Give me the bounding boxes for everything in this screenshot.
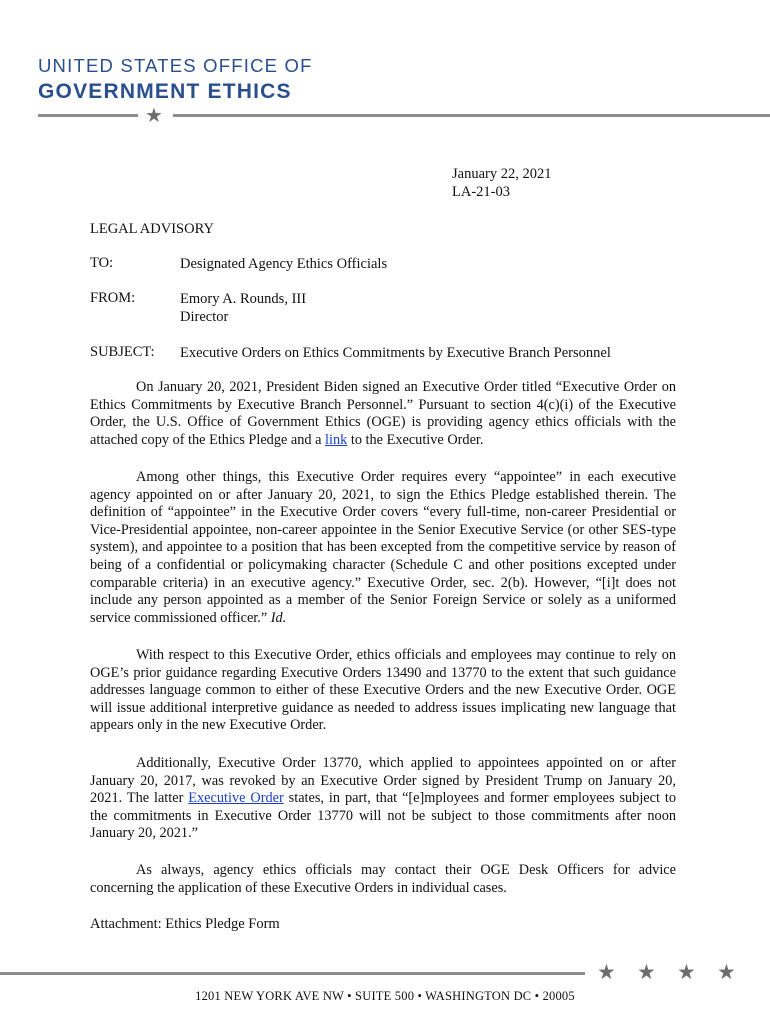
star-icon: ★ [597,960,616,984]
paragraph-1-text: On January 20, 2021, President Biden signed an Executive Order titled “Executive Order on Ethics Commitments by Executive Branch Personnel.” Pursuant to section 4(c)(i) of the Executive Order, the U.S. Office of Government Ethics (OGE) is providing agency ethics officials with the attached copy of the Ethics Pledge and a [90,379,676,448]
attachment-note: Attachment: Ethics Pledge Form [90,916,280,932]
paragraph-3 [90,647,676,735]
paragraph-5-text: As always, agency ethics officials may contact their OGE Desk Officers for advice concerning the application of these Executive Orders in individual cases. [90,862,676,896]
paragraph-2-citation: Id. [270,609,287,626]
paragraph-1-text-end: to the Executive Order. [350,431,484,448]
to-label: TO: [90,255,114,271]
from-title: Director [180,309,229,325]
star-icon: ★ [677,960,696,984]
agency-name-line2: GOVERNMENT ETHICS [38,80,292,103]
header-rule-left [38,114,138,117]
paragraph-2-text: Among other things, this Executive Order requires every “appointee” in each executive agency appointed on or after January 20, 2021, to sign the Ethics Pledge established therein. The definition of “appointee” in the Executive Order covers “every full-time, non-career Presidential or Vice-Presidential appointee, non-career appointee in the Senior Executive Service (or other SES-type system), and appointee to a position that has been excepted from the competitive service by reason of being of a confidential or policymaking character (Schedule C and other positions excepted under comparable criteria) in an executive agency.” Executive Order, sec. 2(b). However, “[i]t does not include any person appointed as a member of the Senior Foreign Service or solely as a uniformed service commissioned officer.” [90,469,676,626]
agency-name-line1: UNITED STATES OFFICE OF [38,55,313,76]
star-icon: ★ [637,960,656,984]
paragraph-4 [90,755,676,843]
header-rule-right [173,114,770,117]
subject-label: SUBJECT: [90,344,155,360]
star-icon: ★ [717,960,736,984]
from-block [180,290,306,326]
executive-order-link[interactable]: link [325,431,348,448]
paragraph-3-text: With respect to this Executive Order, ethics officials and employees may continue to rely on OGE’s prior guidance regarding Executive Orders 13490 and 13770 to the extent that such guidance addresses language common to either of these Executive Orders and the new Executive Order. OGE will issue additional interpretive guidance as needed to address issues implicating new language that appears only in the new Executive Order. [90,647,676,734]
paragraph-2 [90,469,676,627]
star-icon: ★ [145,103,163,127]
trump-executive-order-link[interactable]: Executive Order [188,790,284,807]
advisory-number: LA-21-03 [452,184,510,200]
from-label: FROM: [90,290,136,306]
document-meta [452,165,551,201]
from-name: Emory A. Rounds, III [180,291,307,307]
footer-address: 1201 NEW YORK AVE NW • SUITE 500 • WASHINGTON DC • 20005 [195,989,575,1003]
paragraph-5 [90,862,676,897]
footer-rule [0,972,585,975]
to-value: Designated Agency Ethics Officials [180,256,388,272]
document-date: January 22, 2021 [452,166,552,182]
paragraph-1 [90,379,676,449]
paragraph-4-text: Additionally, Executive Order 13770, which applied to appointees appointed on or after January 20, 2017, was revoked by an Executive Order signed by President Trump on January 20, 2021. The latter [90,755,676,807]
subject-value: Executive Orders on Ethics Commitments by Executive Branch Personnel [180,345,611,361]
paragraph-4-text-end: states, in part, that “[e]mployees and former employees subject to the commitments in Executive Order 13770 will not be subject to those commitments after noon January 20, 2021.” [90,790,677,842]
document-type: LEGAL ADVISORY [90,221,214,237]
